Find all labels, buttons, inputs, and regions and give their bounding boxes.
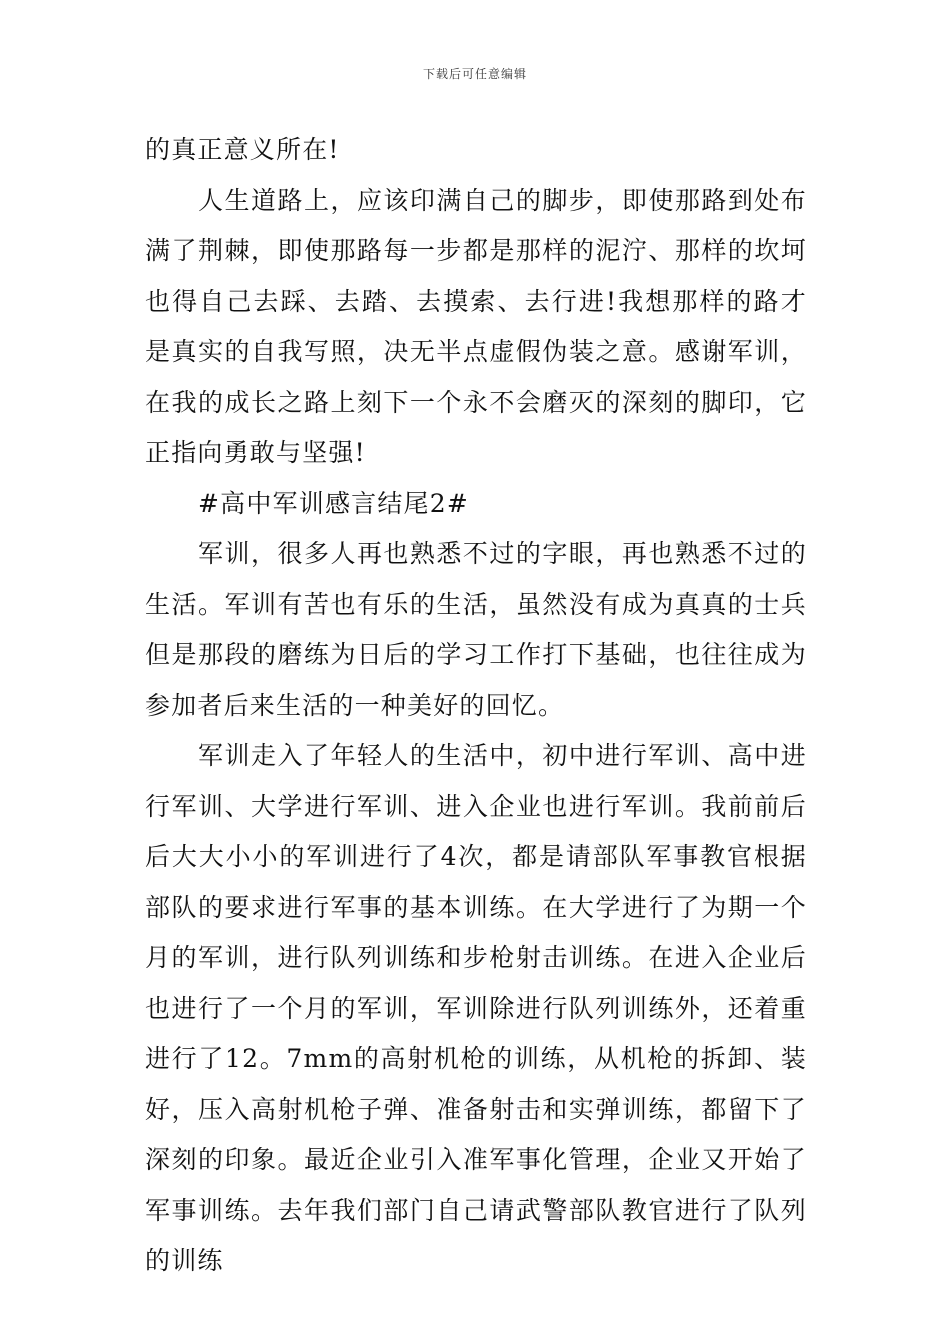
section-heading: #高中军训感言结尾2# [198, 488, 470, 518]
paragraph-military-training-intro: 军训，很多人再也熟悉不过的字眼，再也熟悉不过的生活。军训有苦也有乐的生活，虽然没有成为真真的士兵但是那段的磨练为日后的学习工作打下基础，也往往成为参加者后来生活的一种美好的回忆。 [145, 539, 807, 720]
page-header-note: 下载后可任意编辑 [422, 67, 527, 81]
paragraph-military-training-experience: 军训走入了年轻人的生活中，初中进行军训、高中进行军训、大学进行军训、进入企业也进行军训。我前前后后大大小小的军训进行了4次，都是请部队军事教官根据部队的要求进行军事的基本训练。在大学进行了为期一个月的军训，进行队列训练和步枪射击训练。在进入企业后也进行了一个月的军训，军训除进行队列训练外，还着重进行了12。7mm的高射机枪的训练，从机枪的拆卸、装好，压入高射机枪子弹、准备射击和实弹训练，都留下了深刻的印象。最近企业引入准军事化管理，企业又开始了军事训练。去年我们部门自己请武警部队教官进行了队列的训练 [145, 741, 807, 1275]
paragraph-life-road: 人生道路上，应该印满自己的脚步，即使那路到处布满了荆棘，即使那路每一步都是那样的泥泞、那样的坎坷也得自己去踩、去踏、去摸索、去行进!我想那样的路才是真实的自我写照，决无半点虚假伪装之意。感谢军训，在我的成长之路上刻下一个永不会磨灭的深刻的脚印，它正指向勇敢与坚强! [145, 185, 807, 467]
document-body [145, 125, 807, 1287]
paragraph-continuation: 的真正意义所在! [145, 135, 340, 164]
